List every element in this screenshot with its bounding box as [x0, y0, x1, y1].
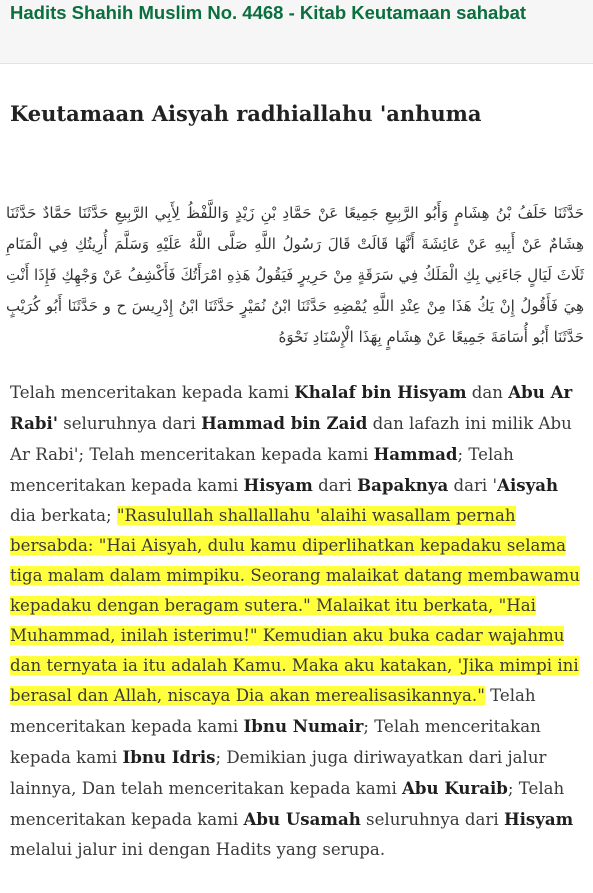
translation-text-segment: ; Telah menceritakan kepada kami [10, 717, 541, 767]
translation-text-segment: ; Telah menceritakan kepada kami [10, 445, 514, 495]
translation-text-segment: dia berkata; [10, 506, 117, 525]
translation-text-segment: dari [312, 476, 358, 495]
narrator-name: Hisyam [503, 809, 574, 829]
narrator-name: Abu Usamah [243, 809, 361, 829]
translation-text-segment: seluruhnya dari [360, 810, 504, 829]
narrator-name: Hammad bin Zaid [201, 413, 368, 433]
translation-text-segment: Telah menceritakan kepada kami [10, 686, 536, 736]
translation-text-segment: seluruhnya dari [57, 414, 202, 433]
translation-text-segment: ; Demikian juga diriwayatkan dari jalur lainnya, Dan telah menceritakan kepada kami [10, 748, 547, 798]
narrator-name: Ibnu Numair [243, 716, 364, 736]
translation-text-segment: dari ' [448, 476, 498, 495]
page-title: Hadits Shahih Muslim No. 4468 - Kitab Keutamaan sahabat [10, 2, 527, 23]
translation-text-segment: dan lafazh ini milik Abu Ar Rabi'; Telah menceritakan kepada kami [10, 414, 572, 464]
translation-text-segment: melalui jalur ini dengan Hadits yang serupa. [10, 840, 386, 859]
page-header [0, 0, 593, 64]
narrator-name: Hisyam [243, 475, 313, 495]
narrator-name: Khalaf bin Hisyam [294, 382, 467, 402]
narrator-name: Abu Ar Rabi' [10, 382, 573, 433]
translation-text [10, 377, 586, 865]
translation-text-segment: dan [466, 383, 509, 402]
section-title: Keutamaan Aisyah radhiallahu 'anhuma [10, 101, 482, 126]
narrator-name: Bapaknya [357, 475, 449, 495]
arabic-hadith-text: حَدَّثَنَا خَلَفُ بْنُ هِشَامٍ وَأَبُو الرَّبِيعِ جَمِيعًا عَنْ حَمَّادِ بْنِ زَيْدٍ وَاللَّفْظُ لِأَبِي الرَّبِيعِ حَدَّثَنَا حَمَّادٌ حَدَّثَنَا هِشَامٌ عَنْ أَبِيهِ عَنْ عَائِشَةَ أَنَّهَا قَالَتْ قَالَ رَسُولُ اللَّهِ صَلَّى اللَّهُ عَلَيْهِ وَسَلَّمَ أُرِيتُكِ فِي الْمَنَامِ ثَلَاثَ لَيَالٍ جَاءَنِي بِكِ الْمَلَكُ فِي سَرَقَةٍ مِنْ حَرِيرٍ فَيَقُولُ هَذِهِ امْرَأَتُكَ فَأَكْشِفُ عَنْ وَجْهِكِ فَإِذَا أَنْتِ هِيَ فَأَقُولُ إِنْ يَكُ هَذَا مِنْ عِنْدِ اللَّهِ يُمْضِهِ حَدَّثَنَا ابْنُ نُمَيْرٍ حَدَّثَنَا ابْنُ إِدْرِيسَ ح و حَدَّثَنَا أَبُو كُرَيْبٍ حَدَّثَنَا أَبُو أُسَامَةَ جَمِيعًا عَنْ هِشَامٍ بِهَذَا الْإِسْنَادِ نَحْوَهُ [6, 204, 584, 346]
translation-text-segment: Telah menceritakan kepada kami [10, 383, 295, 402]
highlighted-hadith-matn: "Rasulullah shallallahu 'alaihi wasallam pernah bersabda: "Hai Aisyah, dulu kamu diperlihatkan kepadaku selama tiga malam dalam mimpiku. Seorang malaikat datang membawamu kepadaku dengan beragam sutera." Malaikat itu berkata, "Hai Muhammad, inilah isterimu!" Kemudian aku buka cadar wajahmu dan ternyata ia itu adalah Kamu. Maka aku katakan, 'Jika mimpi ini berasal dan Allah, niscaya Dia akan merealisasikannya." [10, 506, 580, 705]
narrator-name: Hammad [373, 444, 458, 464]
narrator-name: Ibnu Idris [122, 747, 216, 767]
narrator-name: Aisyah [497, 475, 559, 495]
narrator-name: Abu Kuraib [402, 778, 508, 798]
translation-text-segment: ; Telah menceritakan kepada kami [10, 779, 565, 829]
